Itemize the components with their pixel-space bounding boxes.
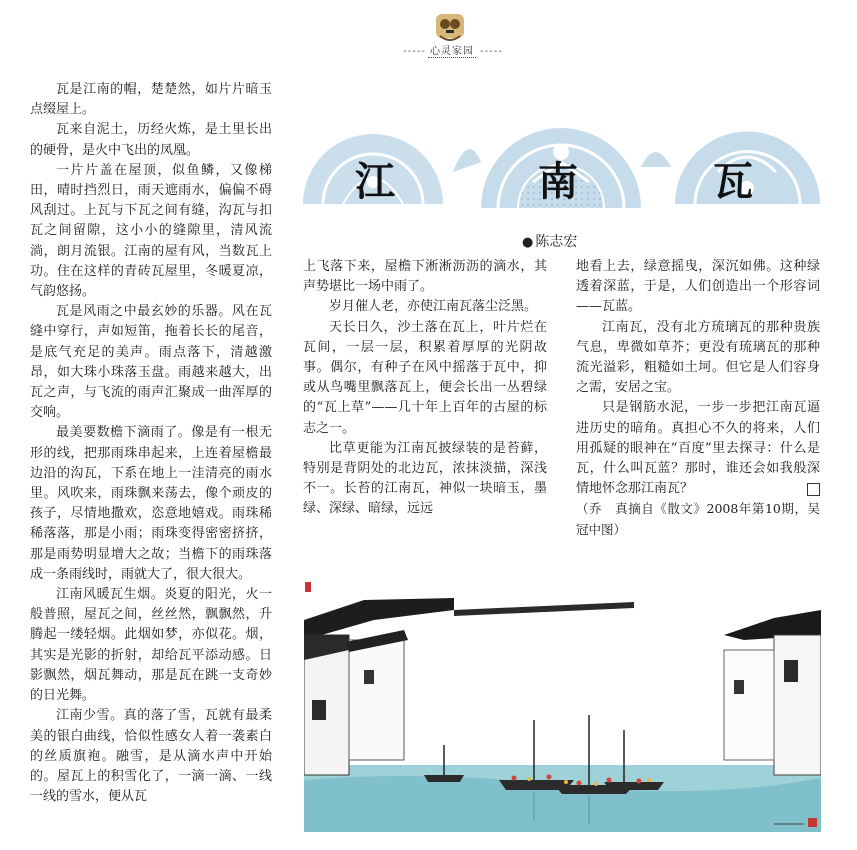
paragraph-text: 只是钢筋水泥，一步一步把江南瓦逼进历史的暗角。真担心不久的将来，人们用孤疑的眼神在“百度”里去探寻：什么是瓦，什么叫瓦蓝？那时，谁还会如我般深情地怀念那江南瓦？: [576, 400, 820, 497]
article-column-middle: [303, 257, 547, 520]
paragraph: 瓦是江南的帽，楚楚然，如片片暗玉点缀屋上。: [30, 82, 272, 118]
end-mark-icon: [807, 483, 820, 496]
paragraph: 一片片盖在屋顶，似鱼鳞，又像梯田，晴时挡烈日，雨天遮雨水，偏偏不碍风刮过。上瓦与下瓦之间有缝，沟瓦与扣瓦之间留隙，这小小的缝隙里，清风流淌，朗月流银。江南的屋有风，当数瓦上功。住在这样的青砖瓦屋里，冬暖夏凉，气韵悠扬。: [30, 162, 272, 300]
paragraph: 江南瓦，没有北方琉璃瓦的那种贵族气息，卑微如草芥；更没有琉璃瓦的那种流光溢彩，粗糙如土坷。但它是人们容身之需，安居之宝。: [576, 319, 820, 396]
title-char-jiang: 江: [355, 159, 395, 205]
paragraph: [576, 398, 820, 499]
author-byline: [522, 231, 577, 251]
paragraph-continued: 上飞落下来，屋檐下淅淅沥沥的滴水，其声势堪比一场中雨了。: [303, 259, 547, 295]
paragraph: 江南少雪。真的落了雪，瓦就有最柔美的银白曲线，恰似性感女人着一袭素白的丝质旗袍。融雪，是从滴水声中开始的。屋瓦上的积雪化了，一滴一滴、一线一线的雪水，便从瓦: [30, 708, 272, 805]
section-dash-right: - - - - -: [480, 46, 501, 57]
section-dash-left: - - - - -: [403, 46, 424, 57]
section-label: [392, 42, 512, 58]
magazine-logo-icon: [432, 12, 468, 46]
source-note: （乔 真摘自《散文》2008年第10期，吴冠中图）: [576, 501, 820, 537]
article-column-left: [30, 80, 272, 807]
painting-seal-icon: [305, 582, 311, 592]
title-char-wa: 瓦: [713, 159, 753, 205]
section-label-text: 心灵家园: [428, 42, 476, 58]
author-name: 陈志宏: [535, 234, 578, 250]
paragraph: 瓦是风雨之中最玄妙的乐器。风在瓦缝中穿行，声如短笛，拖着长长的尾音，是底气充足的美声。雨点落下，清越激昂，如大珠小珠落玉盘。雨越来越大，出瓦之声，与飞流的雨声汇聚成一曲浑厚的交响。: [30, 304, 272, 421]
paragraph: 江南风暖瓦生烟。炎夏的阳光，火一般普照，屋瓦之间，丝丝然，飘飘然，升腾起一缕轻烟。此烟如梦，亦似花。烟，其实是光影的折射，却给瓦平添动感。日影飘然，烟瓦舞动，那是瓦在跳一支奇妙的日光舞。: [30, 587, 272, 704]
paragraph-continued: 地看上去，绿意摇曳，深沉如佛。这种绿透着深蓝，于是，人们创造出一个形容词——瓦蓝。: [576, 259, 820, 315]
paragraph: 最美要数檐下滴雨了。像是有一根无形的线，把那雨珠串起来，上连着屋檐最边沿的沟瓦，下系在地上一洼清亮的雨水里。风吹来，雨珠飘来荡去，像个顽皮的孩子，尽情地撒欢，恣意地嬉戏。雨珠稀稀落落，那是小雨；雨珠变得密密挤挤，那是雨势明显增大之故；当檐下的雨珠落成一条雨线时，雨就大了，很大很大。: [30, 425, 272, 582]
ink-painting-illustration: [304, 580, 821, 832]
paragraph: 天长日久，沙土落在瓦上，叶片烂在瓦间，一层一层，积累着厚厚的光阴故事。偶尔，有种子在风中摇落于瓦中，抑或从鸟嘴里飘落瓦上，便会长出一丛碧绿的“瓦上草”——几十年上百年的古屋的标志之一。: [303, 319, 547, 436]
paragraph: 比草更能为江南瓦披绿装的是苔藓，特别是背阴处的北边瓦，浓抹淡描，深浅不一。长苔的江南瓦，神似一块暗玉，墨绿、深绿、暗绿，远远: [303, 440, 547, 517]
paragraph: 瓦来自泥土，历经火炼，是土里长出的硬骨，是火中飞出的凤凰。: [30, 122, 272, 158]
paragraph: 岁月催人老，亦使江南瓦落尘泛黑。: [329, 299, 538, 315]
title-char-nan: 南: [538, 159, 578, 205]
article-column-right: [576, 257, 820, 540]
author-bullet-icon: ●: [522, 235, 534, 250]
